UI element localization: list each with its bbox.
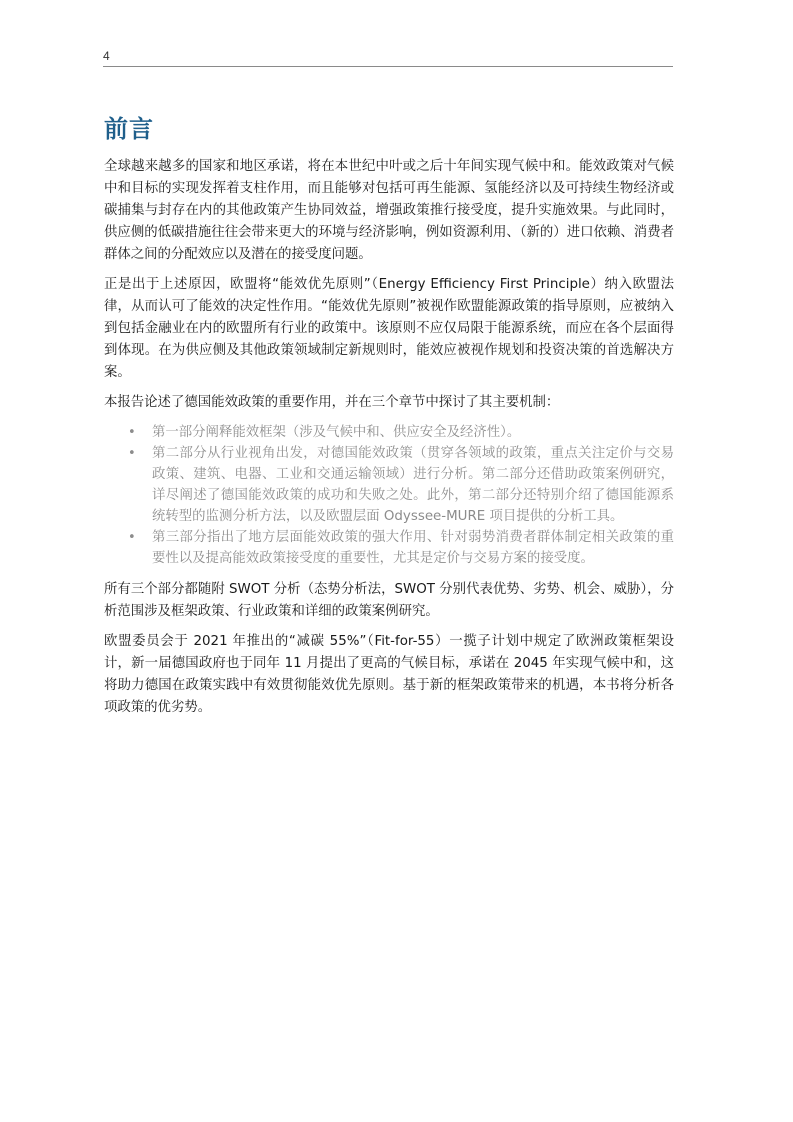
page-number: 4: [103, 49, 110, 63]
list-item-text: 第一部分阐释能效框架（涉及气候中和、供应安全及经济性）。: [152, 425, 521, 440]
list-item: [104, 527, 674, 569]
page-content: [104, 114, 674, 727]
paragraph-eu-principle: 正是出于上述原因，欧盟将“能效优先原则”（Energy Efficiency First Principle）纳入欧盟法律，从而认可了能效的决定性作用。“能效优先原则”被视作欧盟能源政策的指导原则，应被纳入到包括金融业在内的欧盟所有行业的政策中。该原则不应仅局限于能源系统，而应在各个层面得到体现。在为供应侧及其他政策领域制定新规则时，能效应被视作规划和投资决策的首选解决方案。: [104, 277, 674, 380]
page-title: 前言: [104, 115, 154, 143]
paragraph-fit-for-55: 欧盟委员会于 2021 年推出的“减碳 55%”（Fit-for-55）一揽子计划中规定了欧洲政策框架设计，新一届德国政府也于同年 11 月提出了更高的气候目标，承诺在 2045 年实现气候中和，这将助力德国在政策实践中有效贯彻能效优先原则。基于新的框架政策带来的机遇，本书将分析各项政策的优劣势。: [104, 634, 674, 715]
list-item: [104, 443, 674, 527]
list-item-text: 第三部分指出了地方层面能效政策的强大作用、针对弱势消费者群体制定相关政策的重要性以及提高能效政策接受度的重要性，尤其是定价与交易方案的接受度。: [152, 530, 674, 566]
paragraph-intro: 全球越来越多的国家和地区承诺，将在本世纪中叶或之后十年间实现气候中和。能效政策对气候中和目标的实现发挥着支柱作用，而且能够对包括可再生能源、氢能经济以及可持续生物经济或碳捕集与封存在内的其他政策产生协同效益，增强政策推行接受度，提升实施效果。与此同时，供应侧的低碳措施往往会带来更大的环境与经济影响，例如资源利用、（新的）进口依赖、消费者群体之间的分配效应以及潜在的接受度问题。: [104, 159, 674, 262]
chapter-list: [104, 422, 674, 569]
list-item: [104, 422, 674, 443]
bullet-icon: •: [128, 425, 136, 440]
paragraph-report-overview: 本报告论述了德国能效政策的重要作用，并在三个章节中探讨了其主要机制：: [104, 395, 560, 410]
paragraph-swot: 所有三个部分都随附 SWOT 分析（态势分析法，SWOT 分别代表优势、劣势、机会、威胁），分析范围涉及框架政策、行业政策和详细的政策案例研究。: [104, 582, 674, 619]
header-divider: [103, 66, 673, 67]
bullet-icon: •: [128, 446, 136, 461]
list-item-text: 第二部分从行业视角出发，对德国能效政策（贯穿各领域的政策，重点关注定价与交易政策、建筑、电器、工业和交通运输领域）进行分析。第二部分还借助政策案例研究，详尽阐述了德国能效政策的成功和失败之处。此外，第二部分还特别介绍了德国能源系统转型的监测分析方法，以及欧盟层面 Odyssee-MURE 项目提供的分析工具。: [152, 446, 674, 524]
bullet-icon: •: [128, 530, 136, 545]
